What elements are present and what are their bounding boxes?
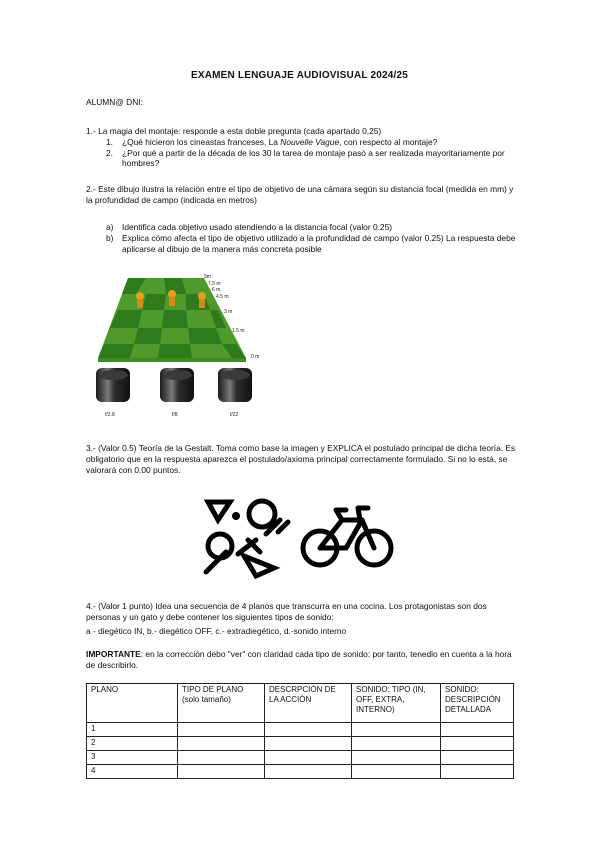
table-cell[interactable]	[441, 723, 514, 737]
aperture-label: f/8	[172, 412, 178, 418]
student-line: ALUMN@ DNI:	[86, 97, 143, 107]
distance-label: 6 m	[212, 287, 221, 293]
table-cell[interactable]	[178, 765, 265, 779]
table-row	[87, 751, 514, 765]
question-1-intro: 1.- La magia del montaje: responde a esta doble pregunta (cada apartado 0,25)	[86, 126, 382, 136]
column-header: SONIDO: TIPO (IN, OFF, EXTRA, INTERNO)	[352, 684, 441, 723]
table-cell[interactable]	[265, 765, 352, 779]
column-header: SONIDO: DESCRIPCIÓN DETALLADA	[441, 684, 514, 723]
table-cell: 4	[87, 765, 178, 779]
table-row	[87, 723, 514, 737]
question-2-item	[86, 233, 516, 255]
camera-lens	[218, 368, 252, 418]
item-text: Identifica cada objetivo usado atendiendo a la distancia focal (valor 0.25)	[122, 222, 393, 232]
question-4-text: 4.- (Valor 1 punto) Idea una secuencia de 4 planos que transcurra en una cocina. Los protagonistas son dos personas y un gato y debe contener los siguientes tipos de sonido:	[86, 601, 487, 622]
lens-group	[96, 368, 252, 418]
scattered-shapes	[206, 501, 288, 576]
column-header: TIPO DE PLANO (solo tamaño)	[178, 684, 265, 723]
item-number: 1.	[106, 136, 113, 147]
item-text-pre: ¿Qué hicieron los cineastas franceses, La	[122, 136, 281, 147]
item-number: 2.	[106, 147, 113, 158]
distance-label: 9m	[204, 274, 211, 280]
table-cell[interactable]	[265, 723, 352, 737]
table-cell[interactable]	[441, 765, 514, 779]
table-cell[interactable]	[441, 751, 514, 765]
column-header: PLANO	[87, 684, 178, 723]
aperture-label: f/22	[230, 412, 239, 418]
table-cell: 1	[87, 723, 178, 737]
question-2-intro: 2.- Este dibujo ilustra la relación entre el tipo de objetivo de una cámara según su distancia focal (medida en mm) y la profundidad de campo (indicada en metros)	[86, 184, 514, 205]
table-cell[interactable]	[178, 751, 265, 765]
table-cell[interactable]	[352, 751, 441, 765]
sound-types: a - diegético IN, b.- diegético OFF, c.- extradiegético, d.-sonido interno	[86, 626, 347, 636]
camera-lens	[96, 368, 130, 418]
important-note	[86, 649, 516, 671]
item-letter: a)	[106, 222, 114, 232]
table-header-row	[87, 684, 514, 723]
table-cell[interactable]	[441, 737, 514, 751]
exam-title: EXAMEN LENGUAJE AUDIOVISUAL 2024/25	[190, 70, 409, 81]
question-2-item	[86, 222, 516, 233]
table-cell[interactable]	[265, 751, 352, 765]
table-cell[interactable]	[352, 723, 441, 737]
table-cell[interactable]	[265, 737, 352, 751]
item-text: Explica cómo afecta el tipo de objetivo utilizado a la profundidad de campo (valor 0.25) La respuesta debe aplicarse al dibujo de la manera más concreta posible	[122, 232, 516, 254]
item-text-post: , con respecto al montaje?	[339, 136, 438, 147]
column-header: DESCRPCIÓN DE LA ACCIÓN	[265, 684, 352, 723]
distance-label: 3 m	[224, 309, 233, 315]
aperture-label: f/2.8	[105, 412, 115, 418]
table-cell[interactable]	[352, 737, 441, 751]
table-row	[87, 765, 514, 779]
item-text: ¿Por qué a partir de la década de los 30 la tarea de montaje pasó a ser realizada mayoritariamente por hombres?	[122, 147, 505, 169]
table-row	[87, 737, 514, 751]
table-cell: 3	[87, 751, 178, 765]
depth-of-field-figure	[86, 270, 276, 420]
question-1	[86, 126, 516, 169]
question-1-items	[86, 137, 516, 169]
camera-lens	[160, 368, 194, 418]
table-cell[interactable]	[178, 723, 265, 737]
important-text: : en la corrección debo "ver" con claridad cada tipo de sonido; por tanto, tenedlo en cuenta a la hora de describirlo.	[86, 649, 512, 670]
gestalt-figure	[200, 496, 400, 581]
table-cell[interactable]	[178, 737, 265, 751]
distance-label: 4.5 m	[216, 294, 229, 300]
item-text-emphasis: Nouvelle Vague	[280, 136, 340, 147]
question-1-item	[86, 137, 516, 148]
table-cell[interactable]	[352, 765, 441, 779]
question-3: 3.- (Valor 0.5) Teoría de la Gestalt. Toma como base la imagen y EXPLICA el postulado principal de dicha teoría. Es obligatorio que en la respuesta aparezca el postulado/axioma principal correctamente formulado. Si no lo está, se valorará con 0.00 puntos.	[86, 443, 516, 475]
table-cell: 2	[87, 737, 178, 751]
item-letter: b)	[106, 232, 114, 243]
distance-label: 0 m	[251, 354, 260, 360]
question-2-items	[86, 222, 516, 254]
question-1-item	[86, 148, 516, 170]
distance-label: 1.5 m	[232, 328, 245, 334]
bicycle-icon	[303, 508, 391, 565]
important-label: IMPORTANTE	[86, 649, 141, 659]
shot-table	[86, 683, 514, 779]
distance-label: 7.5 m	[208, 281, 221, 287]
